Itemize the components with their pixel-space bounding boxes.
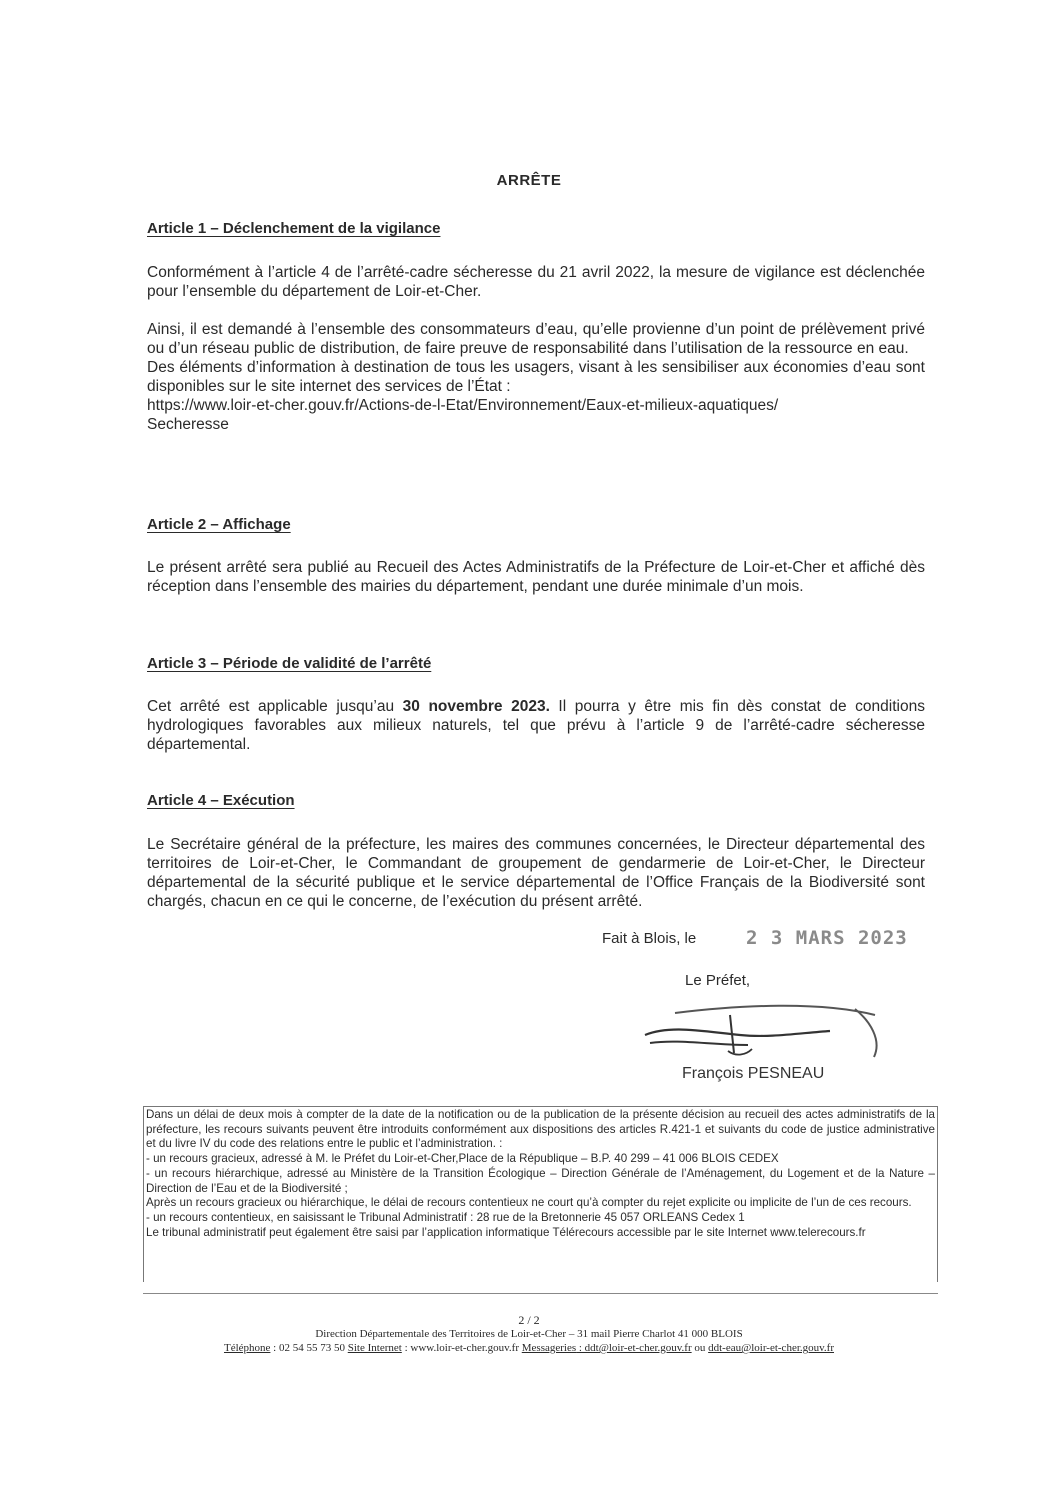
- site-label: Site Internet: [347, 1342, 402, 1354]
- signature-place: Fait à Blois, le: [602, 930, 697, 947]
- article-1-url: https://www.loir-et-cher.gouv.fr/Actions-de-l-Etat/Environnement/Eaux-et-milieux-aquatiques/: [147, 397, 779, 414]
- page-number: 2 / 2: [518, 1313, 540, 1327]
- article-3-paragraph: [147, 697, 925, 754]
- article-4-heading: Article 4 – Exécution: [147, 792, 295, 809]
- appeal-notice: [143, 1106, 938, 1282]
- article-1-url-end: Secheresse: [147, 416, 229, 433]
- article-3-body: [147, 697, 925, 754]
- notice-divider: [143, 1293, 938, 1294]
- mail-secondary: ddt-eau@loir-et-cher.gouv.fr: [708, 1342, 834, 1354]
- article-1-heading: Article 1 – Déclenchement de la vigilance: [147, 220, 441, 237]
- document-title: ARRÊTE: [496, 172, 562, 189]
- mail-primary: : ddt@loir-et-cher.gouv.fr: [576, 1342, 692, 1354]
- phone-label: Téléphone: [223, 1342, 271, 1354]
- page-footer: [0, 1313, 1058, 1355]
- signatory-name: François PESNEAU: [682, 1065, 825, 1082]
- article-2-heading: Article 2 – Affichage: [147, 516, 291, 533]
- signature-role: Le Préfet,: [685, 972, 751, 989]
- notice-line: - un recours hiérarchique, adressé au Ministère de la Transition Écologique – Direction Générale de l’Aménagement, du Logement et de la Nature – Direction de l’Eau et de la Biodiversité ;: [146, 1166, 935, 1195]
- article-3-text-post: Il pourra y être mis fin dès constat de conditions hydrologiques favorables aux milieux naturels, tel que prévu à l’article 9 de l’arrêté-cadre sécheresse départemental.: [147, 698, 925, 753]
- article-1-paragraph: Ainsi, il est demandé à l’ensemble des consommateurs d’eau, qu’elle provienne d’un point de prélèvement privé ou d’un réseau public de distribution, de faire preuve de responsabilité dans l’utilisation de la ressource en eau.: [147, 321, 925, 357]
- notice-line: - un recours gracieux, adressé à M. le Préfet du Loir-et-Cher,Place de la République – B.P. 40 299 – 41 006 BLOIS CEDEX: [146, 1152, 779, 1166]
- notice-line: Le tribunal administratif peut également être saisi par l’application informatique Télérecours accessible par le site Internet www.telerecours.fr: [146, 1225, 866, 1239]
- article-4-body: [147, 835, 925, 911]
- article-3-text-pre: Cet arrêté est applicable jusqu’au: [147, 698, 403, 715]
- article-3-heading: Article 3 – Période de validité de l’arrêté: [147, 655, 432, 672]
- mail-label: Messageries: [521, 1342, 577, 1354]
- notice-line: Après un recours gracieux ou hiérarchique, le délai de recours contentieux ne court qu’à compter du rejet explicite ou implicite de l’un de ces recours.: [146, 1196, 912, 1210]
- article-4-paragraph: Le Secrétaire général de la préfecture, les maires des communes concernées, le Directeur départemental des territoires de Loir-et-Cher, le Commandant de groupement de gendarmerie de Loir-et-Cher, le Directeur départemental de la sécurité publique et le service départemental de l’Office Français de la Biodiversité sont chargés, chacun en ce qui le concerne, de l’exécution du présent arrêté.: [147, 836, 925, 910]
- article-2-body: [147, 558, 925, 596]
- notice-line: - un recours contentieux, en saisissant le Tribunal Administratif : 28 rue de la Bretonnerie 45 057 ORLEANS Cedex 1: [146, 1210, 745, 1224]
- footer-contacts: [0, 1341, 1058, 1355]
- article-2-paragraph: Le présent arrêté sera publié au Recueil des Actes Administratifs de la Préfecture de Loir-et-Cher et affiché dès réception dans l’ensemble des mairies du département, pendant une durée minimale d’un mois.: [147, 559, 925, 595]
- date-stamp: 2 3 MARS 2023: [746, 927, 908, 949]
- footer-address: Direction Départementale des Territoires de Loir-et-Cher – 31 mail Pierre Charlot 41 000 BLOIS: [315, 1328, 743, 1340]
- notice-line: Dans un délai de deux mois à compter de la date de la notification ou de la publication de la présente décision au recueil des actes administratifs de la préfecture, les recours suivants peuvent être introduits conformément aux dispositions des articles R.421-1 et suivants du code de justice administrative et du livre IV du code des relations entre le public et l’administration. :: [146, 1108, 935, 1151]
- article-1-body: [147, 263, 925, 434]
- article-1-paragraph: Des éléments d’information à destination de tous les usagers, visant à les sensibiliser aux économies d’eau sont disponibles sur le site internet des services de l’État :: [147, 359, 925, 395]
- site-url: : www.loir-et-cher.gouv.fr: [401, 1342, 522, 1354]
- handwritten-signature: [630, 995, 890, 1075]
- mail-separator: ou: [691, 1342, 709, 1354]
- article-1-paragraph: Conformément à l’article 4 de l’arrêté-cadre sécheresse du 21 avril 2022, la mesure de vigilance est déclenchée pour l’ensemble du département de Loir-et-Cher.: [147, 264, 925, 300]
- phone-number: : 02 54 55 73 50: [270, 1342, 348, 1354]
- article-3-end-date: 30 novembre 2023.: [402, 698, 550, 715]
